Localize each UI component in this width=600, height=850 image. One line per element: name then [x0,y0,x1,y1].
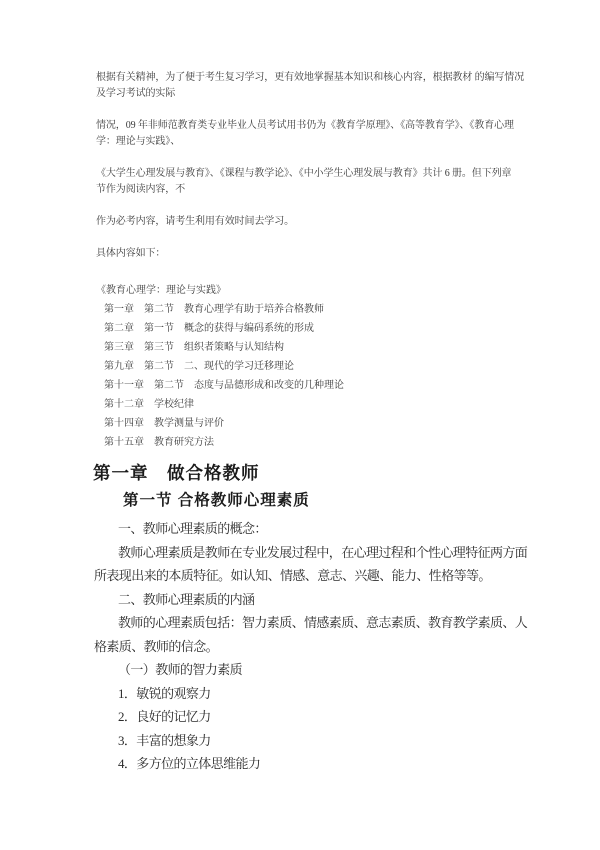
book-title: 《教育心理学：理论与实践》 [96,285,226,296]
body-line: 2．良好的记忆力 [118,709,211,724]
intro-section [96,70,525,262]
body-line: （一）教师的智力素质 [118,662,243,677]
paragraph-line: 节作为阅读内容，不 [96,184,186,195]
paragraph-line: 作为必考内容，请考生利用有效时间去学习。 [96,216,294,227]
chapter-list-item: 第三章 第三节 组织者策略与认知结构 [104,342,284,353]
body-line: 二、教师心理素质的内涵 [118,591,255,607]
body-line: 所表现出来的本质特征。如认知、情感、意志、兴趣、能力、性格等等。 [94,568,491,583]
intro-paragraph [96,246,522,262]
chapter-list-item: 第十五章 教育研究方法 [104,437,214,448]
chapter-list-item: 第十四章 教学测量与评价 [104,418,224,429]
paragraph-line: 学：理论与实践》、 [96,136,181,147]
paragraph-line: 《大学生心理发展与教育》、《课程与教学论》、《中小学生心理发展与教育》共计 6 册。但下列章 [96,168,512,179]
paragraph-line: 及学习考试的实际 [96,88,176,99]
intro-paragraph [96,214,522,230]
body-line: 教师心理素质是教师在专业发展过程中，在心理过程和个性心理特征两方面 [118,544,528,560]
intro-paragraph [96,166,522,198]
body-line: 1．敏锐的观察力 [118,685,211,701]
body-section [94,517,528,776]
chapter-list-item: 第一章 第二节 教育心理学有助于培养合格教师 [104,304,324,315]
body-line: 一、教师心理素质的概念： [118,521,267,536]
chapter-list-item: 第二章 第一节 概念的获得与编码系统的形成 [104,323,314,334]
paragraph-line: 根据有关精神，为了便于考生复习学习，更有效地掌握基本知识和核心内容，根据教材 的编写情况 [96,72,525,83]
body-line: 教师的心理素质包括：智力素质、情感素质、意志素质、教育教学素质、人 [118,615,528,630]
chapter-heading: 第一章 做合格教师 [93,463,260,483]
body-line: 4．多方位的立体思维能力 [118,756,261,771]
chapter-list-section [96,281,522,452]
intro-paragraph [96,118,522,150]
intro-paragraph [96,70,525,102]
chapter-list-item: 第十二章 学校纪律 [104,399,194,410]
paragraph-line: 情况，09 年非师范教育类专业毕业人员考试用书仍为《教育学原理》、《高等教育学》、《教育心理 [96,120,514,131]
paragraph-line: 具体内容如下： [96,248,166,259]
section-heading: 第一节 合格教师心理素质 [123,492,310,509]
body-line: 3．丰富的想象力 [118,732,211,748]
body-line: 格素质、教师的信念。 [94,638,219,654]
chapter-list-item: 第十一章 第二节 态度与品德形成和改变的几种理论 [104,380,344,391]
chapter-list-item: 第九章 第二节 二、现代的学习迁移理论 [104,361,294,372]
